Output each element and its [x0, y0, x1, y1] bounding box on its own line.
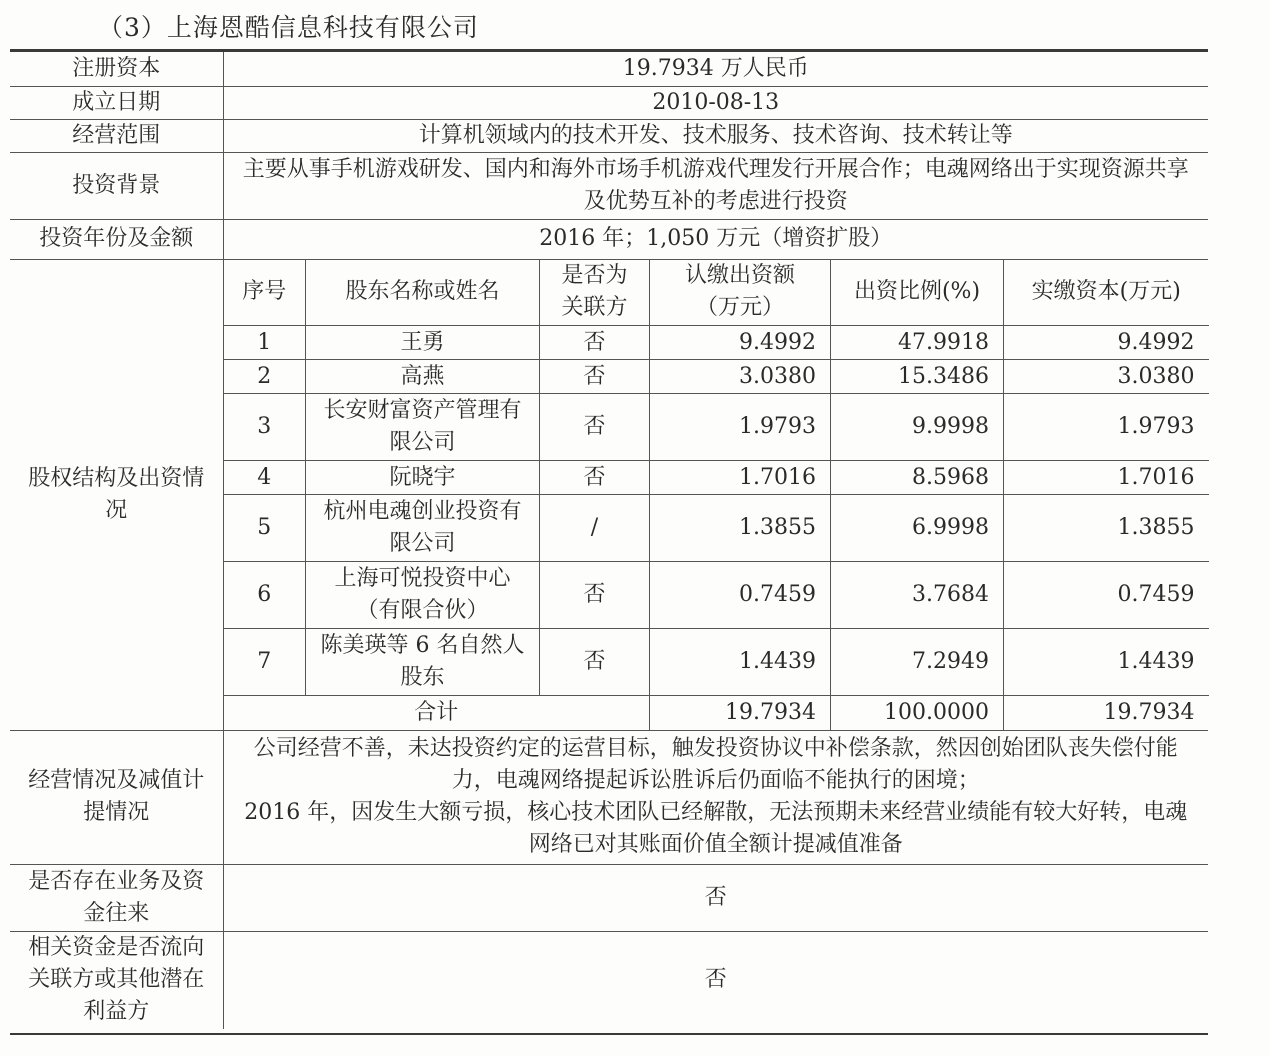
shareholder-name: 阮晓宇 — [306, 461, 540, 495]
equity-cell — [223, 259, 1208, 730]
shareholder-paid: 9.4992 — [1004, 326, 1209, 360]
shareholder-no: 1 — [224, 326, 306, 360]
shareholder-name: 高燕 — [306, 360, 540, 394]
row-investment-year-amount — [10, 219, 1208, 259]
label-operations-impairment: 经营情况及减值计提情况 — [10, 730, 223, 864]
shareholder-subscribed: 1.7016 — [650, 461, 831, 495]
row-business-fund-dealings — [10, 864, 1208, 931]
shareholder-paid: 1.9793 — [1004, 394, 1209, 461]
total-paid: 19.7934 — [1004, 696, 1209, 730]
total-label: 合计 — [224, 696, 650, 730]
value-established-date: 2010-08-13 — [223, 86, 1208, 119]
total-ratio: 100.0000 — [831, 696, 1004, 730]
shareholder-subscribed: 1.9793 — [650, 394, 831, 461]
total-subscribed: 19.7934 — [650, 696, 831, 730]
shareholder-ratio: 15.3486 — [831, 360, 1004, 394]
section-title: （3）上海恩酷信息科技有限公司 — [98, 13, 479, 42]
shareholder-no: 2 — [224, 360, 306, 394]
shareholder-no: 7 — [224, 629, 306, 696]
shareholder-related: / — [540, 495, 650, 562]
shareholder-no: 4 — [224, 461, 306, 495]
shareholder-related: 否 — [540, 629, 650, 696]
header-paid: 实缴资本(万元) — [1004, 260, 1209, 326]
shareholder-no: 3 — [224, 394, 306, 461]
label-business-scope: 经营范围 — [10, 119, 223, 152]
shareholder-row — [224, 394, 1209, 461]
shareholder-ratio: 9.9998 — [831, 394, 1004, 461]
shareholder-name: 陈美瑛等 6 名自然人股东 — [306, 629, 540, 696]
value-operations-impairment — [223, 730, 1208, 864]
shareholder-name: 杭州电魂创业投资有限公司 — [306, 495, 540, 562]
shareholder-subscribed: 1.4439 — [650, 629, 831, 696]
header-ratio: 出资比例(%) — [831, 260, 1004, 326]
shareholder-paid: 0.7459 — [1004, 562, 1209, 629]
value-business-scope: 计算机领域内的技术开发、技术服务、技术咨询、技术转让等 — [223, 119, 1208, 152]
shareholder-header-row — [224, 260, 1209, 326]
shareholder-related: 否 — [540, 562, 650, 629]
impairment-paragraph-2: 2016 年，因发生大额亏损，核心技术团队已经解散，无法预期未来经营业绩能有较大好转，电魂网络已对其账面价值全额计提减值准备 — [244, 800, 1188, 857]
header-related: 是否为关联方 — [540, 260, 650, 326]
impairment-paragraph-1: 公司经营不善，未达投资约定的运营目标，触发投资协议中补偿条款，然因创始团队丧失偿付能力，电魂网络提起诉讼胜诉后仍面临不能执行的困境； — [253, 736, 1178, 793]
shareholder-related: 否 — [540, 326, 650, 360]
shareholder-paid: 3.0380 — [1004, 360, 1209, 394]
shareholder-ratio: 3.7684 — [831, 562, 1004, 629]
value-business-fund-dealings: 否 — [223, 864, 1208, 931]
shareholder-table — [224, 260, 1209, 730]
row-operations-impairment — [10, 730, 1208, 864]
shareholder-row — [224, 495, 1209, 562]
value-fund-flow-related: 否 — [223, 931, 1208, 1029]
label-established-date: 成立日期 — [10, 86, 223, 119]
row-equity-structure — [10, 259, 1208, 730]
shareholder-paid: 1.7016 — [1004, 461, 1209, 495]
shareholder-subscribed: 0.7459 — [650, 562, 831, 629]
row-registered-capital — [10, 52, 1208, 86]
row-business-scope — [10, 119, 1208, 152]
shareholder-subscribed: 1.3855 — [650, 495, 831, 562]
shareholder-total-row — [224, 696, 1209, 730]
shareholder-row — [224, 562, 1209, 629]
row-fund-flow-related — [10, 931, 1208, 1029]
row-investment-background — [10, 152, 1208, 219]
shareholder-row — [224, 360, 1209, 394]
header-no: 序号 — [224, 260, 306, 326]
shareholder-subscribed: 3.0380 — [650, 360, 831, 394]
label-fund-flow-related: 相关资金是否流向关联方或其他潜在利益方 — [10, 931, 223, 1029]
shareholder-row — [224, 326, 1209, 360]
shareholder-subscribed: 9.4992 — [650, 326, 831, 360]
value-investment-background: 主要从事手机游戏研发、国内和海外市场手机游戏代理发行开展合作；电魂网络出于实现资源共享及优势互补的考虑进行投资 — [223, 152, 1208, 219]
header-subscribed: 认缴出资额（万元） — [650, 260, 831, 326]
shareholder-row — [224, 629, 1209, 696]
shareholder-paid: 1.3855 — [1004, 495, 1209, 562]
shareholder-paid: 1.4439 — [1004, 629, 1209, 696]
label-business-fund-dealings: 是否存在业务及资金往来 — [10, 864, 223, 931]
shareholder-name: 上海可悦投资中心（有限合伙） — [306, 562, 540, 629]
row-established-date — [10, 86, 1208, 119]
shareholder-name: 长安财富资产管理有限公司 — [306, 394, 540, 461]
label-equity-structure: 股权结构及出资情况 — [10, 259, 223, 730]
company-info-table — [10, 52, 1208, 1029]
label-registered-capital: 注册资本 — [10, 52, 223, 86]
value-registered-capital: 19.7934 万人民币 — [223, 52, 1208, 86]
shareholder-ratio: 8.5968 — [831, 461, 1004, 495]
header-name: 股东名称或姓名 — [306, 260, 540, 326]
value-investment-year-amount: 2016 年；1,050 万元（增资扩股） — [223, 219, 1208, 259]
shareholder-ratio: 6.9998 — [831, 495, 1004, 562]
shareholder-related: 否 — [540, 394, 650, 461]
table-bottom-rule — [10, 1033, 1208, 1035]
shareholder-ratio: 7.2949 — [831, 629, 1004, 696]
shareholder-row — [224, 461, 1209, 495]
shareholder-related: 否 — [540, 360, 650, 394]
shareholder-no: 6 — [224, 562, 306, 629]
shareholder-related: 否 — [540, 461, 650, 495]
label-investment-year-amount: 投资年份及金额 — [10, 219, 223, 259]
shareholder-ratio: 47.9918 — [831, 326, 1004, 360]
label-investment-background: 投资背景 — [10, 152, 223, 219]
shareholder-name: 王勇 — [306, 326, 540, 360]
shareholder-no: 5 — [224, 495, 306, 562]
